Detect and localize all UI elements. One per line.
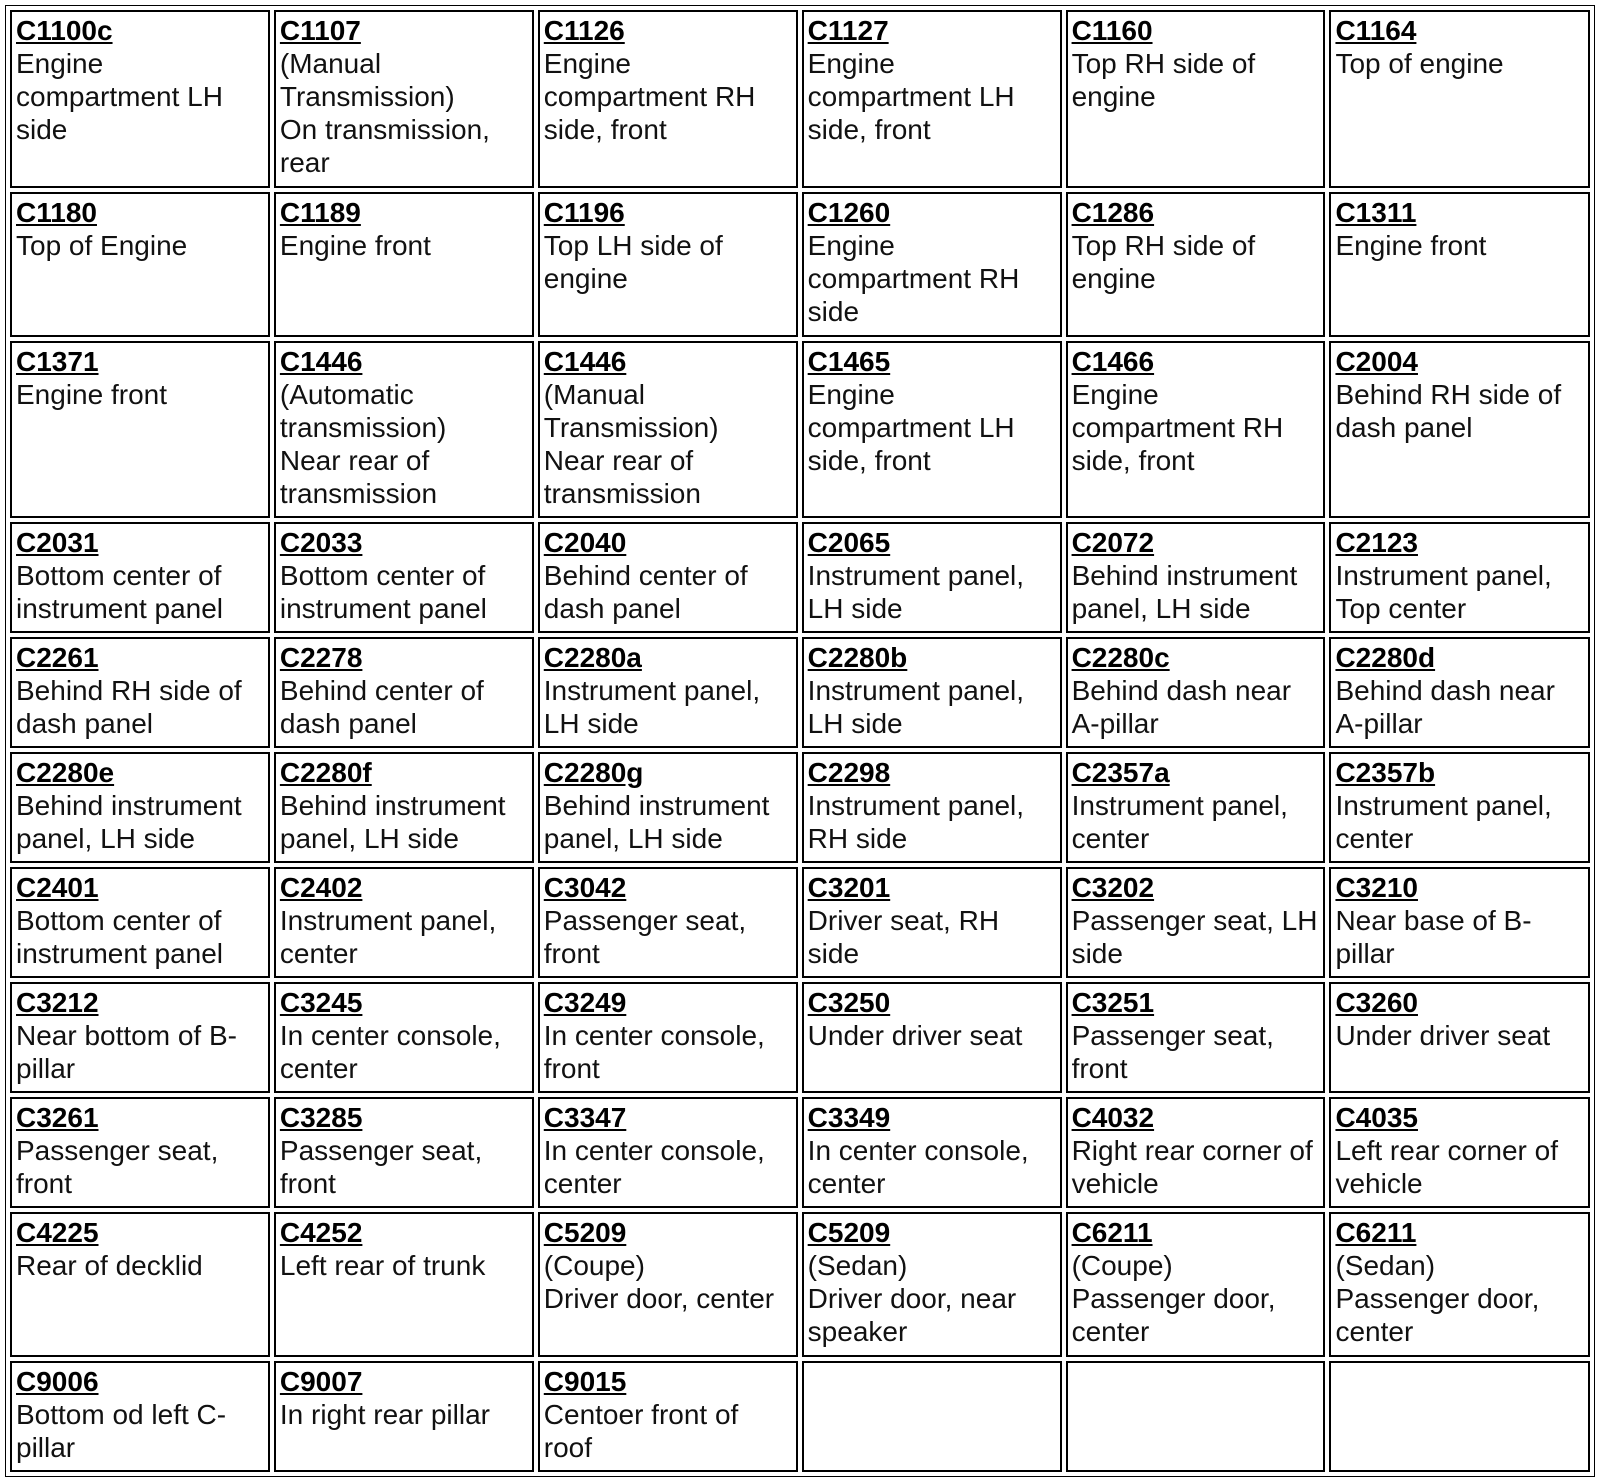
connector-location: Engine compartment RH side, front [543,48,756,145]
connector-code: C5209 [543,1217,627,1248]
connector-code: C5209 [807,1217,891,1248]
connector-code: C6211 [1335,1217,1417,1248]
connector-code: C1189 [279,197,361,228]
connector-location: Instrument panel, LH side [543,675,761,739]
connector-cell [1066,637,1326,748]
connector-code: C3042 [543,872,627,903]
connector-location: Under driver seat [1335,1020,1551,1051]
connector-location: (Manual Transmission) On transmission, rear [279,48,490,178]
connector-cell [802,752,1062,863]
connector-cell [538,341,798,518]
connector-cell [538,867,798,978]
connector-location: Engine compartment LH side, front [807,379,1015,476]
connector-code: C1164 [1335,15,1417,46]
connector-code: C3202 [1071,872,1155,903]
connector-location: Top of Engine [16,230,188,261]
connector-cell [10,867,270,978]
connector-code: C2401 [16,872,99,903]
connector-location: Engine compartment RH side [807,230,1020,327]
connector-code: C2280a [543,642,642,673]
connector-code: C1107 [279,15,361,46]
connector-location: Passenger seat, front [543,905,747,969]
connector-location: In center console, center [279,1020,501,1084]
connector-cell [274,982,534,1093]
connector-code: C1446 [543,346,627,377]
connector-cell [1066,522,1326,633]
connector-cell [538,982,798,1093]
table-row [10,522,1590,633]
table-row [10,1212,1590,1357]
connector-code: C2280e [16,757,115,788]
connector-cell [1329,10,1590,188]
connector-location: Behind center of dash panel [543,560,748,624]
connector-location: Behind RH side of dash panel [16,675,242,739]
connector-cell [802,522,1062,633]
connector-location: Near bottom of B-pillar [16,1020,237,1084]
table-row [10,637,1590,748]
connector-code: C1465 [807,346,891,377]
connector-location: (Manual Transmission) Near rear of transmission [543,379,719,509]
connector-cell [1329,192,1590,337]
connector-code: C2004 [1335,346,1418,377]
table-row [10,341,1590,518]
connector-cell [538,522,798,633]
connector-code: C1446 [279,346,363,377]
connector-location: Instrument panel, LH side [807,560,1025,624]
connector-code: C3261 [16,1102,99,1133]
connector-cell [1066,341,1326,518]
connector-code: C2280d [1335,642,1436,673]
connector-location: (Coupe) Driver door, center [543,1250,775,1314]
connector-code: C2298 [807,757,891,788]
connector-location: In center console, front [543,1020,765,1084]
connector-location: Passenger seat, front [279,1135,483,1199]
connector-code: C3250 [807,987,891,1018]
connector-cell [10,1361,270,1472]
connector-cell [1329,637,1590,748]
connector-cell [10,1212,270,1357]
connector-location: Behind instrument panel, LH side [543,790,770,854]
table-row [10,192,1590,337]
connector-location: Bottom od left C-pillar [16,1399,227,1463]
connector-cell [10,1097,270,1208]
connector-location: Bottom center of instrument panel [279,560,487,624]
connector-cell [1066,1097,1326,1208]
connector-cell [274,10,534,188]
connector-cell [538,1361,798,1472]
connector-code: C3349 [807,1102,891,1133]
connector-location: Behind instrument panel, LH side [16,790,242,854]
connector-location: In center console, center [543,1135,765,1199]
connector-location: Rear of decklid [16,1250,203,1281]
connector-code: C3260 [1335,987,1418,1018]
connector-location: Instrument panel, center [1071,790,1288,854]
table-row [10,752,1590,863]
table-row [10,10,1590,188]
connector-location: Bottom center of instrument panel [16,560,224,624]
connector-code: C2278 [279,642,363,673]
connector-code: C2072 [1071,527,1155,558]
connector-location: Passenger seat, front [16,1135,219,1199]
connector-cell [274,1212,534,1357]
connector-cell [274,192,534,337]
connector-code: C2357a [1071,757,1170,788]
connector-location: Centoer front of roof [543,1399,739,1463]
connector-location: Behind instrument panel, LH side [279,790,506,854]
connector-location: Left rear corner of vehicle [1335,1135,1559,1199]
connector-code: C2357b [1335,757,1436,788]
connector-cell [802,867,1062,978]
connector-code: C1260 [807,197,891,228]
connector-cell [10,752,270,863]
connector-cell [802,1212,1062,1357]
connector-cell [1329,341,1590,518]
connector-location: Behind center of dash panel [279,675,484,739]
connector-code: C2402 [279,872,363,903]
connector-location: Passenger seat, front [1071,1020,1274,1084]
connector-location: Passenger seat, LH side [1071,905,1318,969]
connector-cell [1066,10,1326,188]
connector-cell [802,637,1062,748]
connector-code: C4225 [16,1217,99,1248]
table-body [10,10,1590,1472]
connector-cell [1066,752,1326,863]
connector-cell [1329,867,1590,978]
connector-cell [538,752,798,863]
table-row [10,867,1590,978]
connector-location: Behind dash near A-pillar [1071,675,1292,739]
connector-code: C3210 [1335,872,1418,903]
connector-cell [10,192,270,337]
connector-location: Left rear of trunk [279,1250,486,1281]
connector-cell [538,637,798,748]
connector-location: Near base of B-pillar [1335,905,1532,969]
connector-code: C2065 [807,527,891,558]
connector-code: C6211 [1071,1217,1153,1248]
connector-location: Engine compartment LH side, front [807,48,1015,145]
connector-cell [1066,192,1326,337]
connector-location: Engine front [1335,230,1487,261]
connector-code: C1286 [1071,197,1155,228]
connector-cell [538,10,798,188]
connector-code: C3251 [1071,987,1155,1018]
connector-code: C1311 [1335,197,1417,228]
empty-cell [1329,1361,1590,1472]
connector-location: Engine front [16,379,167,410]
connector-code: C1196 [543,197,625,228]
connector-code: C2280f [279,757,372,788]
connector-location: Instrument panel, center [1335,790,1552,854]
connector-location: Behind dash near A-pillar [1335,675,1555,739]
connector-location: Bottom center of instrument panel [16,905,224,969]
table-row [10,1361,1590,1472]
empty-cell [802,1361,1062,1472]
connector-cell [802,10,1062,188]
connector-location: Behind instrument panel, LH side [1071,560,1298,624]
connector-cell [1329,982,1590,1093]
connector-cell [1329,1212,1590,1357]
connector-cell [802,192,1062,337]
connector-cell [10,637,270,748]
connector-cell [274,1361,534,1472]
connector-code: C2280g [543,757,644,788]
connector-code: C3347 [543,1102,627,1133]
connector-cell [10,982,270,1093]
connector-code: C1466 [1071,346,1155,377]
connector-location: Instrument panel, center [279,905,497,969]
connector-location: Right rear corner of vehicle [1071,1135,1313,1199]
connector-location: (Sedan) Driver door, near speaker [807,1250,1017,1347]
connector-cell [802,982,1062,1093]
connector-location: Instrument panel, RH side [807,790,1025,854]
connector-code: C9015 [543,1366,627,1397]
connector-location: Engine compartment LH side [16,48,223,145]
connector-cell [1066,1212,1326,1357]
connector-cell [274,752,534,863]
connector-code: C2033 [279,527,363,558]
connector-cell [274,1097,534,1208]
connector-location: Engine compartment RH side, front [1071,379,1284,476]
connector-location: Engine front [279,230,431,261]
connector-code: C3249 [543,987,627,1018]
connector-cell [1066,982,1326,1093]
connector-code: C2261 [16,642,99,673]
connector-code: C1180 [16,197,97,228]
connector-code: C4035 [1335,1102,1418,1133]
connector-code: C2280c [1071,642,1170,673]
connector-cell [802,341,1062,518]
connector-cell [10,522,270,633]
connector-cell [1329,522,1590,633]
connector-location: Behind RH side of dash panel [1335,379,1562,443]
connector-location: (Automatic transmission) Near rear of transmission [279,379,447,509]
connector-cell [538,192,798,337]
table-row [10,1097,1590,1208]
connector-code: C9007 [279,1366,363,1397]
connector-code: C1127 [807,15,889,46]
connector-cell [1066,867,1326,978]
connector-location: Under driver seat [807,1020,1023,1051]
connector-code: C2280b [807,642,908,673]
connector-code: C2040 [543,527,627,558]
connector-location: Top RH side of engine [1071,230,1256,294]
connector-cell [10,341,270,518]
connector-location: In right rear pillar [279,1399,490,1430]
connector-code: C3245 [279,987,363,1018]
connector-cell [10,10,270,188]
connector-code: C3201 [807,872,891,903]
connector-cell [274,637,534,748]
connector-code: C4252 [279,1217,363,1248]
connector-cell [1329,752,1590,863]
empty-cell [1066,1361,1326,1472]
connector-location: Instrument panel, LH side [807,675,1025,739]
connector-location: Top LH side of engine [543,230,723,294]
connector-location: Top of engine [1335,48,1504,79]
connector-code: C4032 [1071,1102,1155,1133]
connector-cell [274,341,534,518]
connector-code: C1160 [1071,15,1153,46]
connector-code: C1371 [16,346,99,377]
table-row [10,982,1590,1093]
connector-cell [1329,1097,1590,1208]
connector-code: C3285 [279,1102,363,1133]
connector-code: C3212 [16,987,99,1018]
connector-code: C2123 [1335,527,1418,558]
connector-location: In center console, center [807,1135,1029,1199]
connector-code: C1126 [543,15,625,46]
connector-location: Instrument panel, Top center [1335,560,1552,624]
connector-code: C2031 [16,527,99,558]
connector-location: (Coupe) Passenger door, center [1071,1250,1276,1347]
connector-cell [538,1097,798,1208]
connector-location-table [5,5,1595,1477]
connector-cell [538,1212,798,1357]
connector-code: C1100c [16,15,113,46]
connector-code: C9006 [16,1366,99,1397]
connector-location: Top RH side of engine [1071,48,1256,112]
connector-cell [274,867,534,978]
connector-cell [274,522,534,633]
connector-cell [802,1097,1062,1208]
connector-location: (Sedan) Passenger door, center [1335,1250,1540,1347]
connector-location: Driver seat, RH side [807,905,1000,969]
